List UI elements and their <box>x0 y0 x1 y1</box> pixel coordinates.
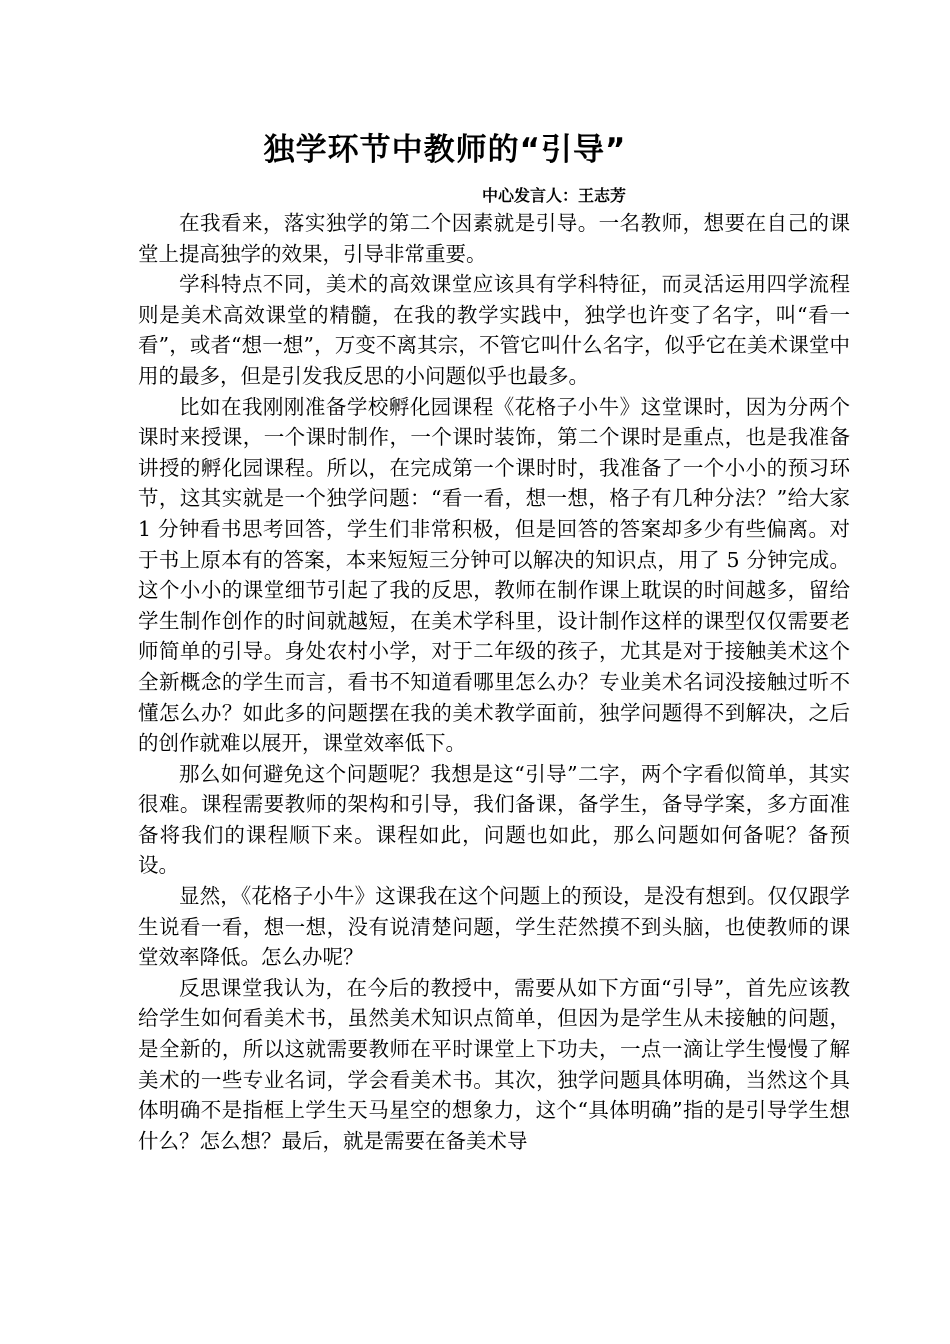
document-title: 独学环节中教师的“引导” <box>263 132 627 168</box>
paragraph: 那么如何避免这个问题呢？我想是这“引导”二字，两个字看似简单，其实很难。课程需要教师的架构和引导，我们备课，备学生，备导学案，多方面准备将我们的课程顺下来。课程如此，问题也如此，那么问题如何备呢？备预设。 <box>138 761 850 878</box>
paragraph: 比如在我刚刚准备学校孵化园课程《花格子小牛》这堂课时，因为分两个课时来授课，一个课时制作，一个课时装饰，第二个课时是重点，也是我准备讲授的孵化园课程。所以，在完成第一个课时时，我准备了一个小小的预习环节，这其实就是一个独学问题：“看一看，想一想，格子有几种分法？”给大家 1 分钟看书思考回答，学生们非常积极，但是回答的答案却多少有些偏离。对于书上原本有的答案，本来短短三分钟可以解决的知识点，用了 5 分钟完成。这个小小的课堂细节引起了我的反思，教师在制作课上耽误的时间越多，留给学生制作创作的时间就越短，在美术学科里，设计制作这样的课型仅仅需要老师简单的引导。身处农村小学，对于二年级的孩子，尤其是对于接触美术这个全新概念的学生而言，看书不知道看哪里怎么办？专业美术名词没接触过听不懂怎么办？如此多的问题摆在我的美术教学面前，独学问题得不到解决，之后的创作就难以展开，课堂效率低下。 <box>138 394 850 756</box>
paragraph: 在我看来，落实独学的第二个因素就是引导。一名教师，想要在自己的课堂上提高独学的效果，引导非常重要。 <box>138 211 850 266</box>
paragraph: 显然，《花格子小牛》这课我在这个问题上的预设，是没有想到。仅仅跟学生说看一看，想一想，没有说清楚问题，学生茫然摸不到头脑，也使教师的课堂效率降低。怎么办呢？ <box>138 884 850 970</box>
document-body <box>138 208 850 1156</box>
speaker-line: 中心发言人：王志芳 <box>482 186 627 205</box>
paragraph: 学科特点不同，美术的高效课堂应该具有学科特征，而灵活运用四学流程则是美术高效课堂的精髓，在我的教学实践中，独学也许变了名字，叫“看一看”，或者“想一想”，万变不离其宗，不管它叫什么名字，似乎它在美术课堂中用的最多，但是引发我反思的小问题似乎也最多。 <box>138 272 850 388</box>
paragraph: 反思课堂我认为，在今后的教授中，需要从如下方面“引导”，首先应该教给学生如何看美术书，虽然美术知识点简单，但因为是学生从未接触的问题，是全新的，所以这就需要教师在平时课堂上下功夫，一点一滴让学生慢慢了解美术的一些专业名词，学会看美术书。其次，独学问题具体明确，当然这个具体明确不是指框上学生天马星空的想象力，这个“具体明确”指的是引导学生想什么？怎么想？最后，就是需要在备美术导 <box>138 975 850 1153</box>
